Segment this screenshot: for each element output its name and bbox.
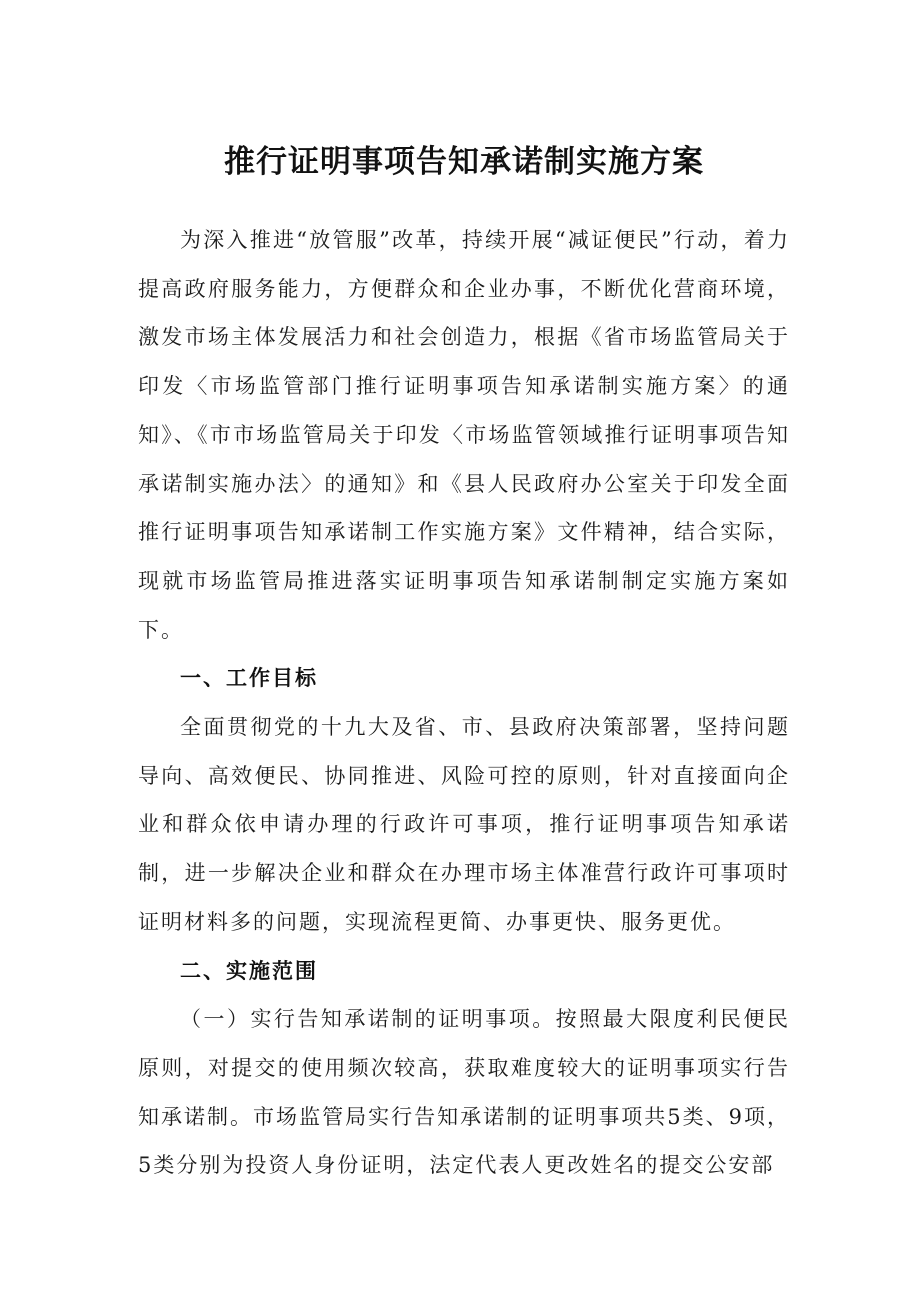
scope-paragraph: （一）实行告知承诺制的证明事项。按照最大限度利民便民原则，对提交的使用频次较高，获取难度较大的证明事项实行告知承诺制。市场监管局实行告知承诺制的证明事项共5类、9项，5类分别为投资人身份证明，法定代表人更改姓名的提交公安部	[138, 1007, 790, 1178]
document-title: 推行证明事项告知承诺制实施方案	[224, 144, 704, 180]
section-heading-scope: 二、实施范围	[180, 958, 318, 983]
goals-paragraph: 全面贯彻党的十九大及省、市、县政府决策部署，坚持问题导向、高效便民、协同推进、风险可控的原则，针对直接面向企业和群众依申请办理的行政许可事项，推行证明事项告知承诺制，进一步解决企业和群众在办理市场主体准营行政许可事项时证明材料多的问题，实现流程更简、办事更快、服务更优。	[138, 715, 790, 934]
intro-paragraph: 为深入推进“放管服”改革，持续开展“减证便民”行动，着力提高政府服务能力，方便群众和企业办事，不断优化营商环境，激发市场主体发展活力和社会创造力，根据《省市场监管局关于印发〈市场监管部门推行证明事项告知承诺制实施方案〉的通知》、《市市场监管局关于印发〈市场监管领域推行证明事项告知承诺制实施办法〉的通知》和《县人民政府办公室关于印发全面推行证明事项告知承诺制工作实施方案》文件精神，结合实际，现就市场监管局推进落实证明事项告知承诺制制定实施方案如下。	[138, 228, 790, 642]
section-heading-goals: 一、工作目标	[180, 666, 318, 691]
document-body	[138, 216, 790, 1190]
